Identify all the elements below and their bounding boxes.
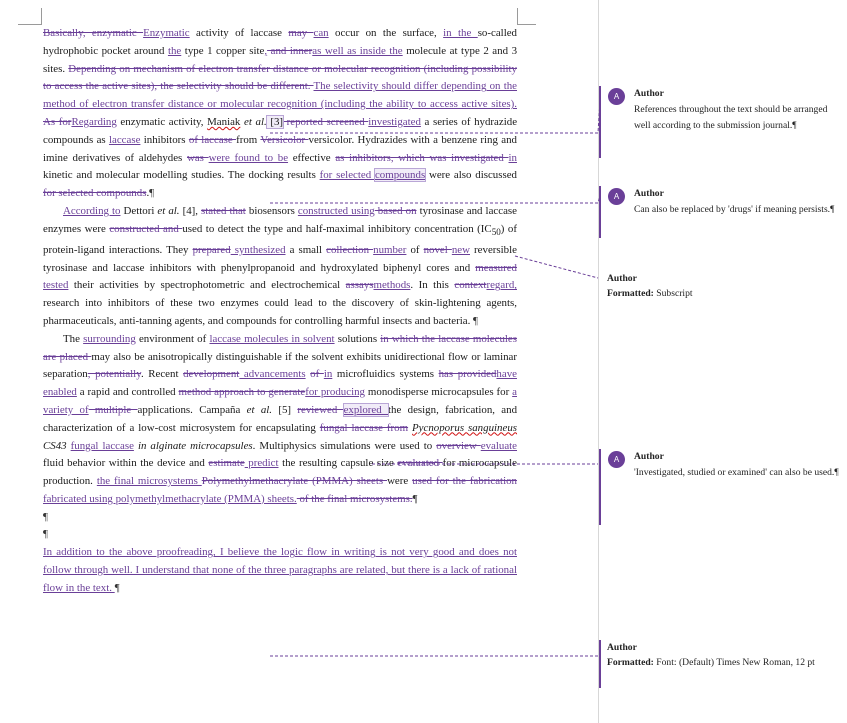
- text-run: may also be anisotropically distinguishable if the solvent exhibits unidirectional flow or laminar separation: [43, 350, 517, 381]
- text-run: their activities by spectrophotometric and electrochemical: [68, 279, 346, 292]
- inserted-text: Enzymatic: [143, 27, 190, 39]
- inserted-text: In addition to the above proofreading, I believe the logic flow in writing is not very good and does not follow through well. I understand that none of the three paragraphs are related, but there is a lack of rational flow in the text.: [43, 546, 517, 594]
- inserted-text: for producing: [305, 386, 365, 399]
- inserted-text: methods: [373, 279, 411, 292]
- inserted-text: fungal laccase: [70, 439, 134, 452]
- deleted-text: and inner: [267, 44, 313, 57]
- inserted-text: in the: [443, 27, 478, 39]
- text-run: versicolor. Hydrazides with a benzene ring and imine derivatives of aldehydes: [43, 133, 517, 164]
- deleted-text: evaluated: [397, 457, 443, 470]
- inserted-text: the: [167, 44, 182, 57]
- comment-bar: [599, 186, 601, 238]
- text-run: . In this: [410, 279, 455, 292]
- format-label: Formatted:: [607, 657, 654, 668]
- inserted-text: evaluate: [480, 439, 518, 452]
- text-run: [5]: [272, 403, 298, 416]
- deleted-text: development: [183, 368, 240, 381]
- empty-paragraph[interactable]: [43, 509, 517, 527]
- deleted-text: context: [454, 279, 487, 292]
- paragraph-mark: ¶: [412, 492, 418, 505]
- deleted-text: Polymethylmethacrylate (PMMA) sheets: [201, 475, 388, 488]
- text-run: a small: [285, 243, 327, 256]
- inserted-text: surrounding: [83, 332, 136, 345]
- text-run: in alginate microcapsules: [133, 439, 253, 452]
- crop-mark-top-left: [18, 8, 42, 25]
- deleted-text: , potentially: [87, 368, 141, 381]
- inserted-text: laccase molecules in solvent: [209, 332, 335, 345]
- text-run: et al.: [157, 204, 180, 217]
- deleted-text: multiple: [88, 403, 138, 416]
- text-run: biosensors: [245, 204, 298, 217]
- inserted-text: new: [451, 243, 470, 256]
- inserted-text: regard,: [486, 279, 517, 292]
- text-run: . Multiphysics simulations were used to: [252, 439, 437, 452]
- comment-author: Author: [634, 88, 664, 99]
- deleted-text: measured: [475, 261, 517, 274]
- comment-balloon[interactable]: [599, 186, 845, 238]
- inserted-text: were found to be: [208, 151, 289, 164]
- deleted-text: overview: [436, 439, 481, 452]
- deleted-text: prepared: [192, 243, 231, 256]
- paragraph-mark: ¶: [43, 528, 48, 541]
- paragraph-mark: ¶: [43, 510, 48, 523]
- inserted-text: the final microsystems: [96, 475, 202, 488]
- text-run: a series of hydrazide compounds as: [43, 115, 518, 146]
- text-run: applications. Campaña: [137, 403, 247, 416]
- text-run: tyrosinase and laccase enzymes were: [43, 204, 517, 235]
- inserted-text: for selected: [319, 169, 375, 182]
- format-label: Formatted:: [607, 288, 654, 299]
- deleted-text: of: [310, 368, 324, 381]
- deleted-text: in which the laccase molecules are placed: [43, 332, 517, 363]
- text-run: kinetic and molecular modelling studies. The docking results: [43, 169, 320, 182]
- text-run: et al.: [244, 115, 267, 128]
- comment-text[interactable]: References throughout the text should be arranged well according to the submission journal.¶: [634, 104, 828, 131]
- subscript-text: 50: [491, 226, 501, 237]
- author-avatar: A: [608, 188, 625, 205]
- deleted-text: collection: [326, 243, 374, 256]
- deleted-text: reviewed: [297, 403, 344, 416]
- inserted-text: have enabled: [43, 368, 517, 399]
- format-author: Author: [607, 273, 637, 284]
- inserted-text: The selectivity should differ depending on the method of electron transfer distance or molecular recognition (including the ability to access active sites).: [43, 80, 518, 111]
- text-run: [3]: [266, 115, 284, 128]
- text-run: so-called hydrophobic pocket around: [43, 27, 517, 57]
- text-run: effective: [288, 151, 336, 164]
- text-run: were: [387, 475, 413, 488]
- text-run: occur on the surface,: [328, 27, 444, 39]
- document-body[interactable]: [43, 25, 517, 598]
- text-run: from: [236, 133, 261, 146]
- text-run: ) of protein-ligand interactions. They: [43, 222, 517, 256]
- format-detail: [607, 286, 835, 301]
- crop-mark-top-right: [517, 8, 536, 25]
- deleted-text: as inhibitors: [335, 151, 391, 164]
- text-run: a rapid and controlled: [76, 386, 179, 399]
- text-run: CS43: [43, 439, 67, 452]
- text-run: Maniak: [207, 115, 241, 128]
- text-run: .: [146, 187, 150, 200]
- text-run: microfluidics systems: [332, 368, 439, 381]
- paragraph-2[interactable]: [43, 203, 517, 331]
- deleted-text: fungal laccase from: [319, 421, 409, 434]
- text-run: The: [63, 332, 84, 345]
- deleted-text: novel: [423, 243, 452, 256]
- inserted-text: ,: [264, 44, 268, 57]
- text-run: [4],: [179, 204, 202, 217]
- format-author: Author: [607, 642, 637, 653]
- text-run: enzymatic activity,: [116, 115, 208, 128]
- author-avatar: A: [608, 451, 625, 468]
- comment-text[interactable]: Can also be replaced by 'drugs' if meaning persists.¶: [634, 204, 835, 215]
- text-run: research into inhibitors of these two enzymes could lead to the discovery of skin-lightening agents, pharmaceuticals, anti-tanning agents, and compounds for controlling harmful insects and bacteria.: [43, 297, 517, 327]
- paragraph-3[interactable]: [43, 331, 517, 509]
- paragraph-mark: ¶: [114, 581, 120, 594]
- deleted-text: of laccase: [188, 133, 237, 146]
- comment-text[interactable]: 'Investigated, studied or examined' can also be used.¶: [634, 467, 839, 478]
- text-run: activity of laccase: [189, 27, 289, 39]
- inserted-text: in: [323, 368, 333, 381]
- format-bar: [599, 640, 601, 688]
- text-run: type 1 copper site: [181, 44, 265, 57]
- inserted-text: investigated: [368, 115, 421, 128]
- author-avatar: A: [608, 88, 625, 105]
- deleted-text: Depending on mechanism of electron transfer distance or molecular recognition (including possibility to access the active sites), the selectivity should be different.: [43, 62, 518, 93]
- inserted-text: According to: [63, 204, 121, 217]
- text-run: the resulting capsule size: [278, 457, 398, 470]
- deleted-text: , which was investigated: [390, 151, 509, 164]
- inserted-text: in: [508, 151, 517, 164]
- deleted-text: Versicolor: [260, 133, 309, 146]
- deleted-text: estimate: [208, 457, 245, 470]
- inserted-text: compounds: [374, 169, 426, 182]
- empty-paragraph[interactable]: [43, 526, 517, 544]
- inserted-text: advancements: [239, 368, 306, 381]
- deleted-text: reported screened: [283, 115, 369, 128]
- inserted-text: as well as inside the: [312, 44, 403, 57]
- deleted-text: stated that: [201, 204, 246, 217]
- text-run: Dettori: [120, 204, 158, 217]
- text-run: were also discussed: [425, 169, 517, 182]
- text-run: monodisperse microcapsules for: [365, 386, 513, 399]
- paragraph-1[interactable]: [43, 25, 517, 203]
- inserted-text: fabricated using polymethylmethacrylate (PMMA) sheets.: [43, 492, 297, 505]
- comment-author: Author: [634, 451, 664, 462]
- format-value: Font: (Default) Times New Roman, 12 pt: [653, 657, 815, 668]
- text-run: Pycnoporus sanguineus: [412, 421, 518, 434]
- paragraph-mark: ¶: [473, 314, 478, 327]
- comment-balloon[interactable]: [599, 86, 845, 158]
- text-run: . Recent: [140, 368, 184, 381]
- inserted-text: number: [373, 243, 407, 256]
- text-run: et al.: [246, 403, 273, 416]
- text-run: fluid behavior within the device and: [43, 457, 209, 470]
- markup-pane[interactable]: [598, 0, 847, 723]
- paragraph-mark: ¶: [149, 187, 155, 200]
- deleted-text: As for: [43, 115, 72, 128]
- inserted-text: laccase: [108, 133, 141, 146]
- text-run: inhibitors: [140, 133, 189, 146]
- format-detail: [607, 655, 835, 670]
- text-run: for microcapsule production.: [43, 457, 517, 488]
- text-run: of: [406, 243, 424, 256]
- format-balloon[interactable]: [599, 271, 839, 303]
- inserted-text: synthesized: [230, 243, 286, 256]
- format-balloon[interactable]: [599, 640, 839, 688]
- deleted-text: was: [186, 151, 209, 164]
- format-value: Subscript: [653, 288, 693, 299]
- inserted-text: explored: [343, 403, 389, 416]
- inserted-text: constructed using: [297, 204, 375, 217]
- comment-bar: [599, 86, 601, 158]
- text-run: used to detect the type and half-maximal inhibitory concentration (IC: [182, 222, 492, 235]
- deleted-text: used for the fabrication: [412, 475, 518, 488]
- comment-bar: [599, 449, 601, 525]
- deleted-text: has provided: [438, 368, 497, 381]
- paragraph-4[interactable]: [43, 544, 517, 597]
- deleted-text: based on: [374, 204, 417, 217]
- deleted-text: for selected compounds: [43, 187, 147, 200]
- deleted-text: Basically, enzymatic: [43, 27, 144, 39]
- text-run: solutions: [334, 332, 381, 345]
- inserted-text: predict: [244, 457, 279, 470]
- comment-balloon[interactable]: [599, 449, 845, 525]
- deleted-text: assays: [345, 279, 374, 292]
- inserted-text: can: [313, 27, 329, 39]
- inserted-text: Regarding: [71, 115, 117, 128]
- inserted-text: a variety of: [43, 386, 517, 416]
- text-run: the design, fabrication, and characterization of a low-cost microsystem for encapsulating: [43, 403, 518, 434]
- text-run: environment of: [135, 332, 210, 345]
- deleted-text: of the final microsystems.: [296, 492, 413, 505]
- text-run: reversible tyrosinase and laccase inhibitors with phenylpropanoid and hydroxylated biphenyl cores and: [43, 243, 517, 274]
- deleted-text: constructed and: [109, 222, 183, 235]
- text-run: molecule at type 2 and 3 sites.: [43, 44, 518, 75]
- comment-author: Author: [634, 188, 664, 199]
- deleted-text: may: [288, 27, 314, 39]
- deleted-text: method approach to generate: [178, 386, 306, 399]
- inserted-text: tested: [43, 279, 69, 292]
